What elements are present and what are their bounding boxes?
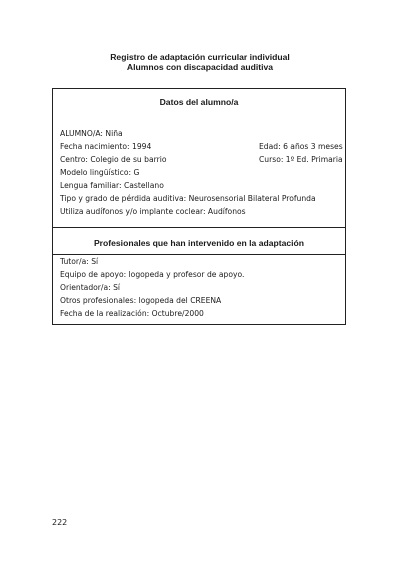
tutor-row bbox=[60, 255, 339, 268]
support-team-row bbox=[60, 268, 339, 281]
hearing-aids-text: Utiliza audífonos y/o implante coclear: Audífonos bbox=[60, 207, 246, 216]
professionals-section-header: Profesionales que han intervenido en la adaptación bbox=[53, 228, 345, 255]
tutor-text: Tutor/a: Sí bbox=[60, 257, 99, 266]
document-title: Registro de adaptación curricular individual bbox=[110, 52, 290, 62]
linguistic-model-row bbox=[60, 166, 339, 179]
counselor-text: Orientador/a: Sí bbox=[60, 283, 121, 292]
professionals-section bbox=[52, 227, 346, 325]
alumno-text: ALUMNO/A: Niña bbox=[60, 129, 123, 138]
hearing-aids-row bbox=[60, 205, 339, 218]
hearing-loss-row bbox=[60, 192, 339, 205]
linguistic-model-text: Modelo lingüístico: G bbox=[60, 168, 140, 177]
other-professionals-text: Otros profesionales: logopeda del CREENA bbox=[60, 296, 222, 305]
birth-date-text: Fecha nacimiento: 1994 bbox=[60, 142, 152, 151]
student-data-section bbox=[52, 88, 346, 228]
course-text: Curso: 1º Ed. Primaria bbox=[259, 155, 343, 164]
family-language-row bbox=[60, 179, 339, 192]
school-course-row bbox=[60, 153, 343, 166]
family-language-text: Lengua familiar: Castellano bbox=[60, 181, 164, 190]
completion-date-text: Fecha de la realización: Octubre/2000 bbox=[60, 309, 204, 318]
document-subtitle: Alumnos con discapacidad auditiva bbox=[126, 62, 274, 72]
birth-age-row bbox=[60, 140, 343, 153]
page-number: 222 bbox=[52, 518, 68, 527]
professionals-rows bbox=[60, 255, 339, 320]
age-text: Edad: 6 años 3 meses bbox=[259, 142, 343, 151]
completion-date-row bbox=[60, 307, 339, 320]
hearing-loss-text: Tipo y grado de pérdida auditiva: Neurosensorial Bilateral Profunda bbox=[60, 194, 316, 203]
school-text: Centro: Colegio de su barrio bbox=[60, 155, 167, 164]
student-section-header: Datos del alumno/a bbox=[159, 97, 239, 107]
other-professionals-row bbox=[60, 294, 339, 307]
counselor-row bbox=[60, 281, 339, 294]
alumno-row bbox=[60, 127, 339, 140]
student-data-rows bbox=[60, 127, 343, 218]
support-team-text: Equipo de apoyo: logopeda y profesor de apoyo. bbox=[60, 270, 245, 279]
